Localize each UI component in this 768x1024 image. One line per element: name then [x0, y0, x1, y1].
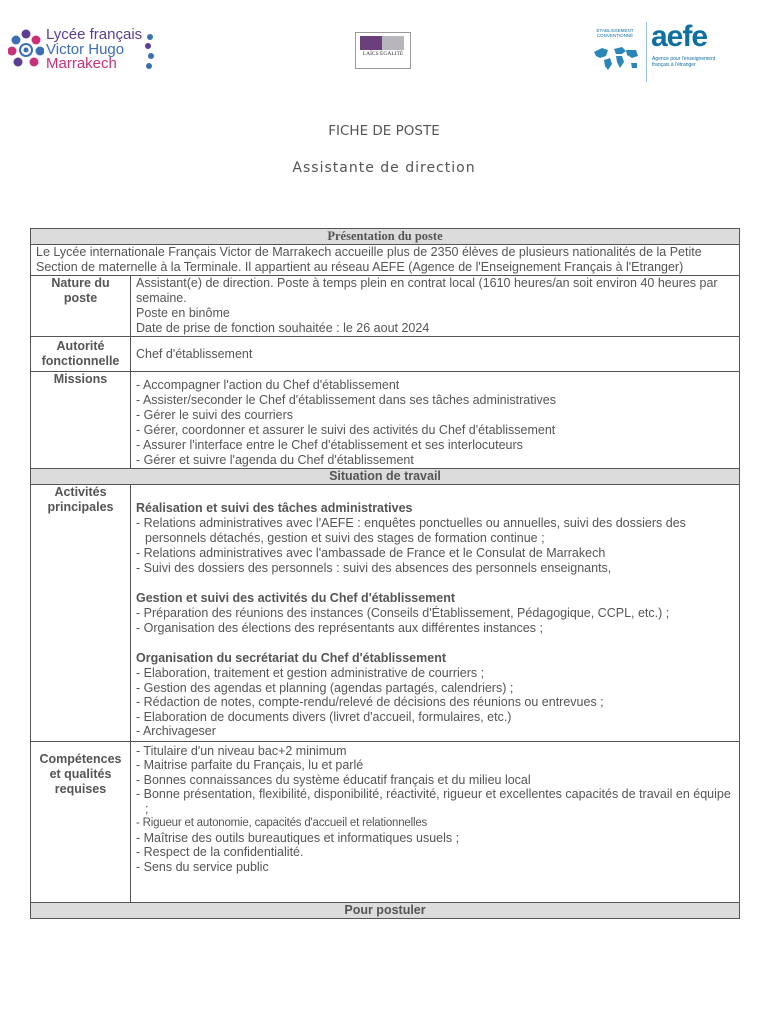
activite-item: - Organisation des élections des représentants aux différentes instances ;	[136, 621, 734, 636]
missions-label: Missions	[31, 372, 131, 469]
autorite-value: Chef d'établissement	[131, 337, 740, 372]
school-logo	[8, 26, 158, 78]
competence-item: - Titulaire d'un niveau bac+2 minimum	[136, 744, 734, 759]
competences-row	[31, 741, 740, 902]
presentation-header: Présentation du poste	[31, 229, 740, 245]
activites-content	[131, 485, 740, 742]
situation-header: Situation de travail	[31, 469, 740, 485]
activites-group-title: Gestion et suivi des activités du Chef d'établissement	[136, 591, 456, 605]
competence-item: - Maîtrise des outils bureautiques et informatiques usuels ;	[136, 831, 734, 846]
school-logo-line2: Victor Hugo	[46, 40, 125, 58]
school-logo-line3: Marrakech	[46, 55, 117, 72]
autorite-row	[31, 337, 740, 372]
job-description-table	[30, 228, 740, 919]
activite-item: - Relations administratives avec l'ambassade de France et le Consulat de Marrakech	[136, 546, 734, 561]
aefe-badge-text: ÉTABLISSEMENT CONVENTIONNÉ	[596, 28, 634, 38]
missions-content	[131, 372, 740, 469]
mission-item: - Assurer l'interface entre le Chef d'établissement et ses interlocuteurs	[136, 438, 734, 453]
competence-item: - Bonne présentation, flexibilité, disponibilité, réactivité, rigueur et excellentes capacités de travail en équipe ;	[136, 787, 734, 816]
mission-item: - Accompagner l'action du Chef d'établissement	[136, 378, 734, 393]
world-map-icon	[592, 44, 640, 72]
aefe-tagline: Agence pour l'enseignement français à l'étranger	[652, 56, 716, 68]
activites-label: Activités principales	[31, 485, 131, 742]
activites-group-title: Organisation du secrétariat du Chef d'établissement	[136, 651, 446, 665]
competences-content	[131, 741, 740, 902]
mission-item: - Gérer, coordonner et assurer le suivi des activités du Chef d'établissement	[136, 423, 734, 438]
activite-item: - Relations administratives avec l'AEFE : enquêtes ponctuelles ou annuelles, suivi des dossiers des personnels détachés, gestion et suivi des stages de formation continue ;	[136, 516, 734, 546]
situation-header-row	[31, 469, 740, 485]
presentation-header-row	[31, 229, 740, 245]
postuler-header-row	[31, 902, 740, 918]
presentation-row	[31, 245, 740, 276]
competence-item: - Respect de la confidentialité.	[136, 845, 734, 860]
center-logo	[355, 32, 411, 69]
competence-item: - Bonnes connaissances du système éducatif français et du milieu local	[136, 773, 734, 788]
aefe-logo	[586, 22, 726, 84]
mission-item: - Assister/seconder le Chef d'établissement dans ses tâches administratives	[136, 393, 734, 408]
page-title: FICHE DE POSTE	[328, 123, 440, 139]
presentation-text: Le Lycée internationale Français Victor de Marrakech accueille plus de 2350 élèves de plusieurs nationalités de la Petite Section de maternelle à la Terminale. Il appartient au réseau AEFE (Agence de l'Enseignement Français à l'Etranger)	[31, 245, 740, 276]
activite-item: - Archivageser	[136, 724, 734, 739]
mission-item: - Gérer le suivi des courriers	[136, 408, 734, 423]
competence-item: - Maitrise parfaite du Français, lu et parlé	[136, 758, 734, 773]
school-logo-line1: Lycée français	[46, 26, 143, 43]
nature-line-1: Assistant(e) de direction. Poste à temps plein en contrat local (1610 heures/an soit environ 40 heures par semaine.	[136, 276, 718, 305]
school-flower-icon	[8, 28, 44, 70]
activites-group-title: Réalisation et suivi des tâches administratives	[136, 501, 413, 515]
nature-row	[31, 276, 740, 337]
nature-content	[131, 276, 740, 337]
competences-label: Compétences et qualités requises	[31, 741, 131, 902]
activite-item: - Préparation des réunions des instances (Conseils d'Établissement, Pédagogique, CCPL, etc.) ;	[136, 606, 734, 621]
activite-item: - Gestion des agendas et planning (agendas partagés, calendriers) ;	[136, 681, 734, 696]
aefe-name: aefe	[651, 20, 708, 53]
competence-item: - Sens du service public	[136, 860, 734, 875]
activites-row	[31, 485, 740, 742]
center-logo-text: LAÏCS ÉGALITÉ	[362, 51, 404, 57]
nature-line-2: Poste en binôme	[136, 306, 230, 320]
nature-label: Nature du poste	[31, 276, 131, 337]
competence-item: - Rigueur et autonomie, capacités d'accueil et relationnelles	[136, 816, 734, 831]
activite-item: - Suivi des dossiers des personnels : suivi des absences des personnels enseignants,	[136, 561, 734, 576]
activite-item: - Elaboration de documents divers (livret d'accueil, formulaires, etc.)	[136, 710, 734, 725]
postuler-header: Pour postuler	[31, 902, 740, 918]
missions-row	[31, 372, 740, 469]
aefe-logo-separator	[646, 22, 647, 82]
activite-item: - Rédaction de notes, compte-rendu/relevé de décisions des réunions ou entrevues ;	[136, 695, 734, 710]
page-subtitle: Assistante de direction	[292, 160, 476, 176]
activite-item: - Elaboration, traitement et gestion administrative de courriers ;	[136, 666, 734, 681]
mission-item: - Gérer et suivre l'agenda du Chef d'établissement	[136, 453, 734, 468]
school-dots-icon	[144, 32, 156, 72]
autorite-label: Autorité fonctionnelle	[31, 337, 131, 372]
nature-line-3: Date de prise de fonction souhaitée : le 26 aout 2024	[136, 321, 430, 335]
